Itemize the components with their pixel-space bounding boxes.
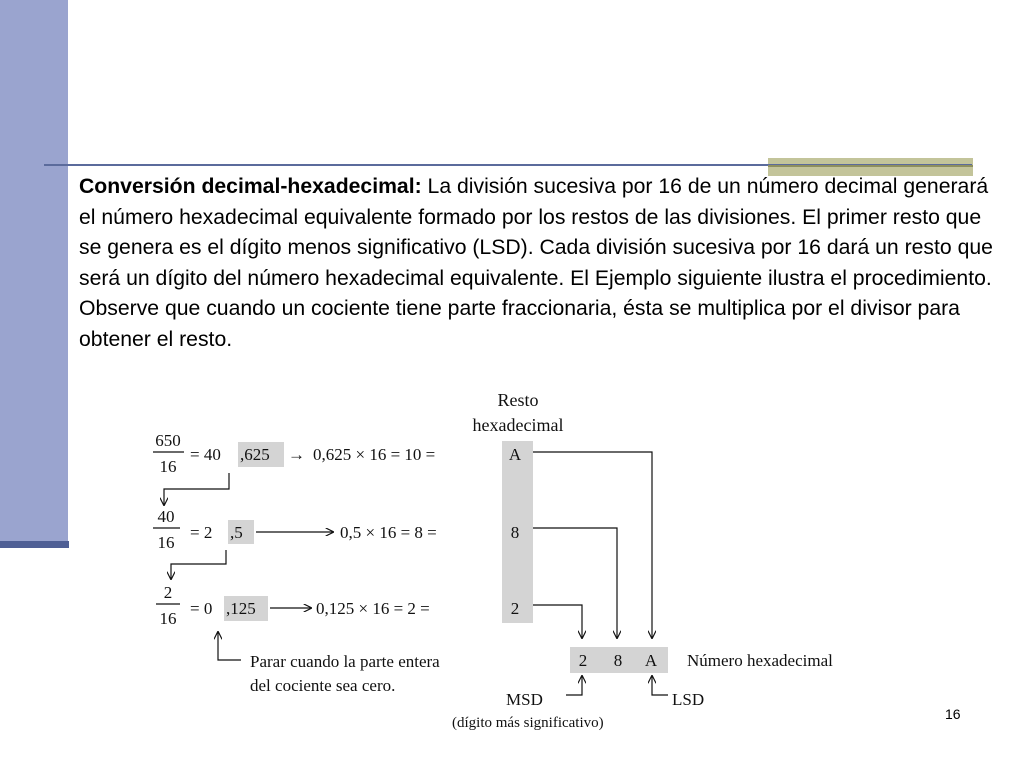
- denominator-16: 16: [157, 533, 175, 552]
- quotient-fraction: ,5: [230, 523, 243, 542]
- page-number: 16: [945, 706, 961, 722]
- stop-note-line1: Parar cuando la parte entera: [250, 652, 440, 671]
- route-arrow-a: [533, 452, 652, 638]
- result-digit-8: 8: [613, 651, 623, 670]
- result-digit-2: 2: [578, 651, 588, 670]
- msd-description: (dígito más significativo): [452, 715, 604, 731]
- carry-arrow-2: [171, 550, 226, 579]
- numerator-2: 2: [163, 583, 173, 602]
- slide-heading: Conversión decimal-hexadecimal:: [79, 175, 422, 198]
- quotient-integer: = 2: [190, 523, 213, 542]
- lsd-arrow: [652, 676, 668, 695]
- stop-note-arrow: [218, 632, 241, 660]
- quotient-fraction: ,125: [226, 599, 256, 618]
- lsd-label: LSD: [672, 690, 705, 709]
- resto-header-line1: Resto: [497, 390, 539, 410]
- numerator-650: 650: [155, 431, 181, 450]
- resto-header-line2: hexadecimal: [472, 415, 564, 435]
- division-row-1: [153, 431, 522, 476]
- result-digit-a: A: [644, 651, 658, 670]
- numerator-40: 40: [157, 507, 175, 526]
- quotient-integer: = 0: [190, 599, 213, 618]
- denominator-16: 16: [159, 457, 177, 476]
- multiply-calc: 0,5 × 16 = 8 =: [340, 523, 437, 542]
- multiply-calc: 0,625 × 16 = 10 =: [313, 445, 436, 464]
- route-arrow-2: [533, 605, 582, 638]
- msd-label: MSD: [506, 690, 543, 709]
- denominator-16: 16: [159, 609, 177, 628]
- arrow-glyph: →: [288, 445, 305, 464]
- result-label: Número hexadecimal: [687, 651, 833, 670]
- multiply-calc: 0,125 × 16 = 2 =: [316, 599, 430, 618]
- division-row-3: [156, 583, 519, 628]
- remainder-value: 8: [510, 523, 520, 542]
- division-row-2: [153, 507, 519, 552]
- msd-arrow: [566, 676, 582, 695]
- stop-note-line2: del cociente sea cero.: [250, 676, 396, 695]
- route-arrow-8: [533, 528, 617, 638]
- slide-body: La división sucesiva por 16 de un número decimal generará el número hexadecimal equivalente formado por los restos de las divisiones. El primer resto que se genera es el dígito menos significativo (LSD). Cada división sucesiva por 16 dará un resto que será un dígito del número hexadecimal equivalente. El Ejemplo siguiente ilustra el procedimiento. Observe que cuando un cociente tiene parte fraccionaria, ésta se multiplica por el divisor para obtener el resto.: [79, 175, 993, 351]
- quotient-fraction: ,625: [240, 445, 270, 464]
- quotient-integer: = 40: [190, 445, 221, 464]
- remainder-value: 2: [510, 599, 520, 618]
- carry-arrow-1: [164, 473, 229, 505]
- remainder-value: A: [508, 445, 522, 464]
